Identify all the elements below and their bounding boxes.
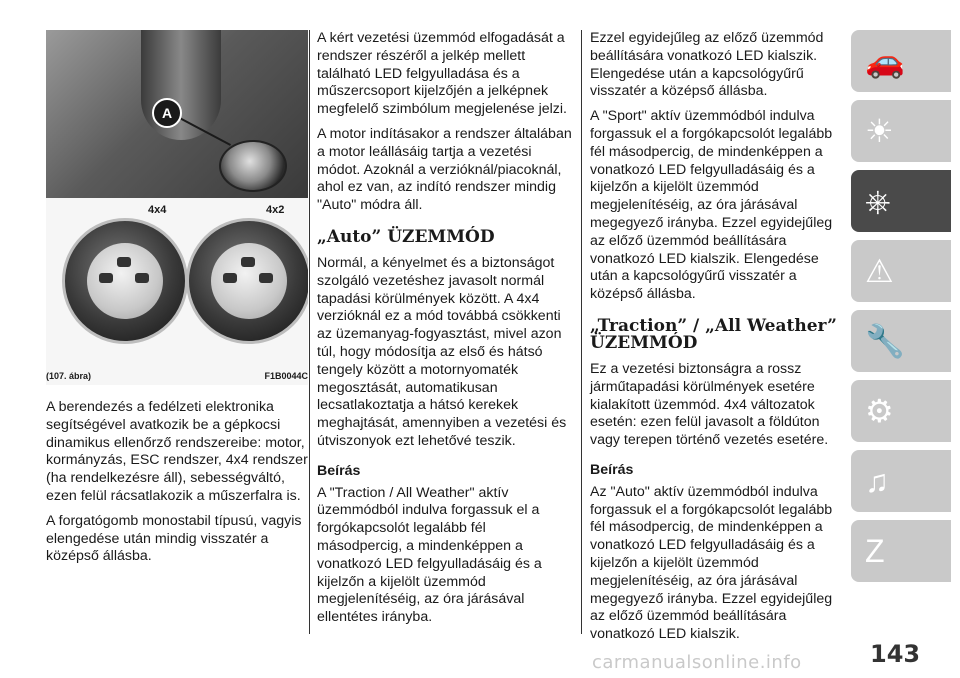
column-left — [46, 30, 308, 573]
subheading-beiras: Beírás — [317, 462, 361, 479]
technical-data-icon: ⚙ — [865, 393, 894, 429]
tab-emergency[interactable] — [851, 240, 951, 302]
chapter-tabs — [851, 30, 960, 590]
section-heading-auto: „Auto” ÜZEMMÓD — [317, 226, 495, 247]
paragraph: A forgatógomb monostabil típusú, vagyis elengedése után mindig visszatér a középső állásba. — [46, 512, 302, 565]
column-divider — [309, 30, 310, 634]
car-info-icon: 🚗 — [865, 43, 905, 79]
selector-dial-4x2 — [186, 218, 308, 344]
index-icon: Z — [865, 533, 885, 569]
figure-caption-number: (107. ábra) — [46, 371, 92, 381]
subheading-beiras: Beírás — [590, 461, 634, 478]
multimedia-icon: ♫ — [865, 463, 889, 499]
warning-lights-icon: ☀ — [865, 113, 894, 149]
figure-107 — [46, 30, 308, 385]
paragraph: Ezzel egyidejűleg az előző üzemmód beállítására vonatkozó LED kialszik. Elengedése után a kapcsológyűrű visszatér a középső állásba. — [590, 30, 824, 100]
figure-caption — [46, 368, 308, 385]
tab-technical-data[interactable] — [851, 380, 951, 442]
flag-mode-icon — [241, 257, 255, 267]
tab-warning-lights[interactable] — [851, 100, 951, 162]
paragraph: Ez a vezetési biztonságra a rossz járműtapadási körülmények esetére kialakított üzemmód. 4x4 változatok esetén: ezen felül javasolt a földúton vagy terepen történő vezetés esetére. — [590, 360, 829, 449]
dial-face — [87, 243, 163, 319]
dial-face — [211, 243, 287, 319]
tab-car-info[interactable] — [851, 30, 951, 92]
service-wrench-icon: 🔧 — [865, 323, 905, 359]
tab-index[interactable] — [851, 520, 951, 582]
warning-triangle-icon: ⚠ — [865, 253, 894, 289]
column-divider — [581, 30, 582, 634]
column-right — [590, 30, 844, 651]
gear-lever-shape — [141, 30, 221, 140]
snow-mode-icon — [259, 273, 273, 283]
label-4x2: 4x2 — [266, 204, 285, 216]
paragraph: Normál, a kényelmet és a biztonságot szolgáló vezetéshez javasolt normál tapadási körülmények között. A 4x4 verzióknál ez a mód továbbá csökkenti az üzemanyag-fogyasztást, mivel azon túl, hogy módosítja az első és hátsó tengely között a motornyomaték megosztását, automatikusan lecsatlakoztatja a hátsó kerekek meghajtását, amennyiben a vezetési és útviszonyok ezt lehetővé teszik. — [317, 254, 567, 449]
watermark: carmanualsonline.info — [592, 652, 802, 673]
paragraph: A motor indításakor a rendszer általában a motor leállásáig tartja a vezetési módot. Azoknál a verzióknál/piacoknál, ahol ez van, az indító rendszer mindig "Auto" módra áll. — [317, 125, 572, 214]
callout-badge-a: A — [152, 98, 182, 128]
mode-selector-knob-photo — [219, 140, 287, 192]
steering-wheel-icon: ⎈ — [865, 183, 891, 219]
page-number: 143 — [870, 640, 921, 668]
tab-maintenance[interactable] — [851, 310, 951, 372]
tab-multimedia[interactable] — [851, 450, 951, 512]
figure-code: F1B0044C — [264, 371, 308, 381]
paragraph: A berendezés a fedélzeti elektronika segítségével avatkozik be a gépkocsi dinamikus ellenőrző rendszereibe: motor, kormányzás, ESC rendszer, 4x4 rendszer (ha rendelkezésre áll), sebességváltó, ezen felül rácsatlakozik a műszerfalra is. — [46, 399, 308, 504]
tab-driving[interactable] — [851, 170, 951, 232]
paragraph: A kért vezetési üzemmód elfogadását a rendszer részéről a jelkép mellett található LED felgyulladása és a műszercsoport kijelzőjén a jelképnek megfelelő szimbólum megjelenése jelzi. — [317, 30, 567, 118]
paragraph: Az "Auto" aktív üzemmódból indulva forgassuk el a forgókapcsolót legalább fél másodpercig, de mindenképpen a vonatkozó LED felgyulladásáig és a kijelzőn a kijelölt üzemmód megjelenítéséig, az óra járásával megegyező irányba. Ezzel egyidejűleg az előző üzemmód beállítására vonatkozó LED kialszik. — [590, 483, 833, 643]
flag-mode-icon — [117, 257, 131, 267]
car-mode-icon — [223, 273, 237, 283]
offroad-mode-icon — [135, 273, 149, 283]
selector-dial-4x4 — [62, 218, 188, 344]
column-middle — [317, 30, 573, 634]
section-heading-traction: „Traction” / „All Weather” ÜZEMMÓD — [590, 315, 837, 353]
paragraph: A "Sport" aktív üzemmódból indulva forgassuk el a forgókapcsolót legalább fél másodpercig, de mindenképpen a vonatkozó LED felgyulladásáig és a kijelzőn a kijelölt üzemmód megjelenítéséig, az óra járásával megegyező irányba. Ezzel egyidejűleg az előző üzemmód beállítására vonatkozó LED kialszik. Elengedése után a kapcsológyűrű visszatér a középső állásba. — [590, 108, 833, 303]
car-mode-icon — [99, 273, 113, 283]
label-4x4: 4x4 — [148, 204, 167, 216]
paragraph: A "Traction / All Weather" aktív üzemmódból indulva forgassuk el a forgókapcsolót legalább fél másodpercig, a mindenképpen a vonatkozó LED felgyulladásáig és a kijelzőn a kijelölt üzemmód megjelenítéséig, az óra járásával ellentétes irányba. — [317, 484, 542, 626]
